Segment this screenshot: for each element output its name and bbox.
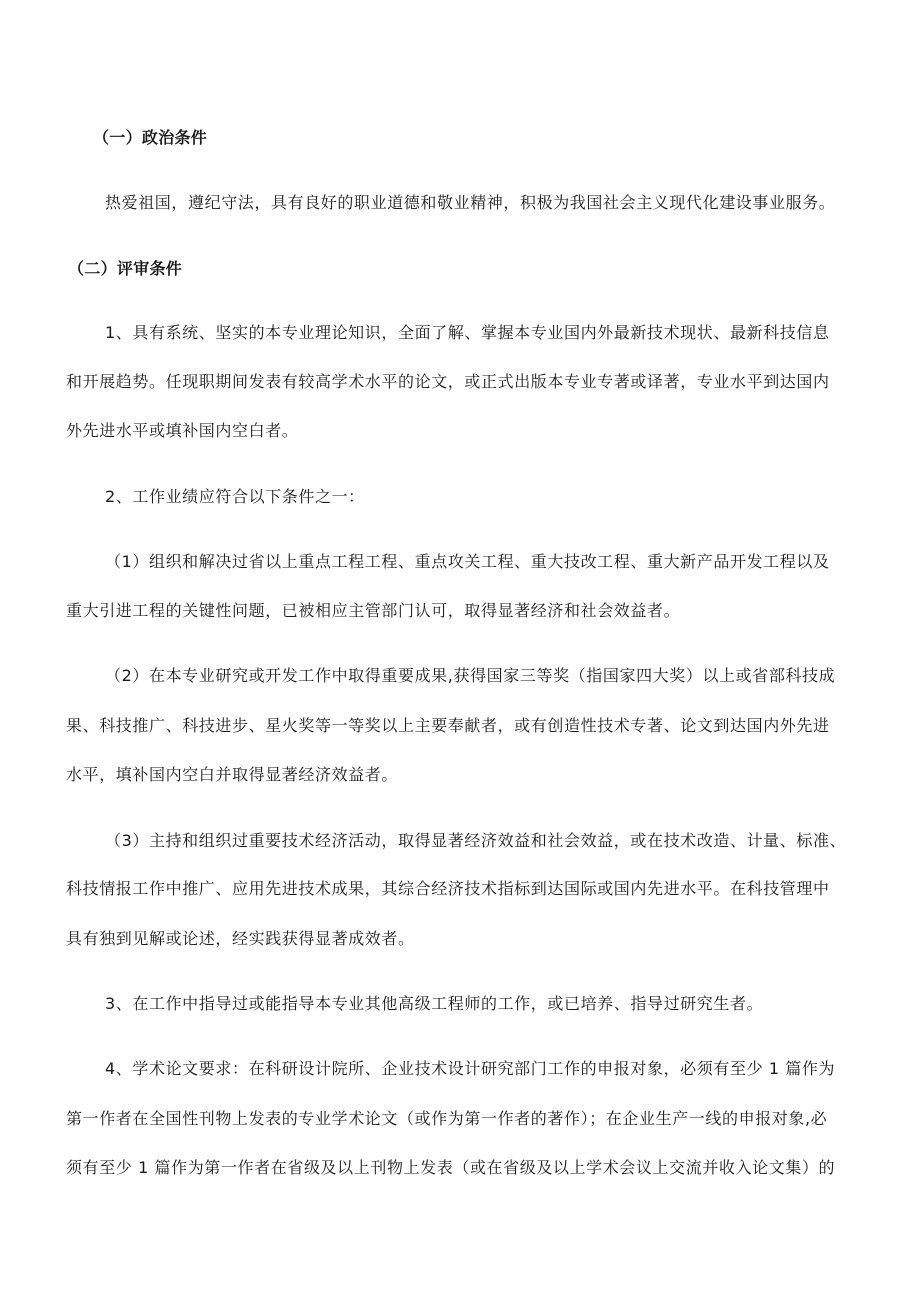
- paragraph-line: 1、具有系统、坚实的本专业理论知识，全面了解、掌握本专业国内外最新技术现状、最新科技信息: [105, 323, 830, 342]
- paragraph-line: 果、科技推广、科技进步、星火奖等一等奖以上主要奉献者，或有创造性技术专著、论文到达国内外先进: [66, 716, 830, 735]
- paragraph-line: （1）组织和解决过省以上重点工程工程、重点攻关工程、重大技改工程、重大新产品开发工程以及: [105, 552, 830, 571]
- paragraph-line: （3）主持和组织过重要技术经济活动，取得显著经济效益和社会效益，或在技术改造、计量、标准、: [105, 831, 847, 850]
- paragraph-line: 科技情报工作中推广、应用先进技术成果，其综合经济技术指标到达国际或国内先进水平。在科技管理中: [66, 879, 830, 898]
- paragraph-line: 3、在工作中指导过或能指导本专业其他高级工程师的工作，或已培养、指导过研究生者。: [105, 994, 764, 1013]
- paragraph-line: 重大引进工程的关键性问题，已被相应主管部门认可，取得显著经济和社会效益者。: [66, 601, 681, 620]
- paragraph-line: 2、工作业绩应符合以下条件之一：: [105, 487, 365, 506]
- section-heading-political: （一）政治条件: [93, 128, 208, 147]
- paragraph-line: （2）在本专业研究或开发工作中取得重要成果,获得国家三等奖（指国家四大奖）以上或省部科技成: [105, 666, 836, 685]
- paragraph-line: 第一作者在全国性刊物上发表的专业学术论文（或作为第一作者的著作）；在企业生产一线的申报对象,必: [66, 1109, 828, 1128]
- paragraph-line: 具有独到见解或论述，经实践获得显著成效者。: [66, 929, 415, 948]
- paragraph-line: 热爱祖国，遵纪守法，具有良好的职业道德和敬业精神，积极为我国社会主义现代化建设事业服务。: [105, 193, 836, 212]
- paragraph-line: 须有至少 1 篇作为第一作者在省级及以上刊物上发表（或在省级及以上学术会议上交流并收入论文集）的: [66, 1158, 836, 1177]
- paragraph-line: 水平，填补国内空白并取得显著经济效益者。: [66, 765, 399, 784]
- paragraph-line: 4、学术论文要求：在科研设计院所、企业技术设计研究部门工作的申报对象，必须有至少 1 篇作为: [105, 1059, 836, 1078]
- section-heading-review: （二）评审条件: [68, 259, 183, 278]
- paragraph-line: 和开展趋势。任现职期间发表有较高学术水平的论文，或正式出版本专业专著或译著，专业水平到达国内: [66, 372, 830, 391]
- paragraph-line: 外先进水平或填补国内空白者。: [66, 421, 299, 440]
